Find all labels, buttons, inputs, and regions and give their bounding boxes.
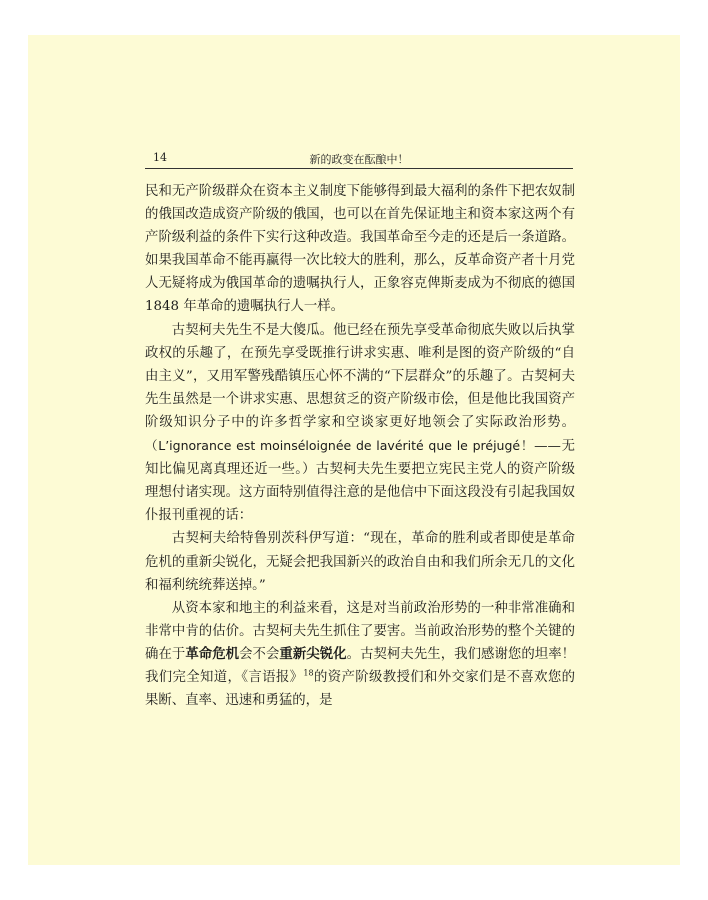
footnote-marker: 18 xyxy=(303,668,314,678)
paragraph-2-text-a: 古契柯夫先生不是大傻瓜。他已经在预先享受革命彻底失败以后执掌政权的乐趣了，在预先享受既推行讲求实惠、唯利是图的资产阶级的“自由主义”，又用军警残酷镇压心怀不满的“下层群众”的乐趣了。古契柯夫先生虽然是一个讲求实惠、思想贫乏的资产阶级市侩，但是他比我国资产阶级知识分子中的许多哲学家和空谈家更好地领会了实际政治形势。 xyxy=(145,322,575,430)
emphasis-revolutionary-crisis: 革命危机 xyxy=(185,646,240,662)
running-title: 新的政变在酝酿中！ xyxy=(309,153,409,166)
page-body xyxy=(145,180,575,712)
page-header xyxy=(145,150,573,169)
paragraph-2 xyxy=(145,319,575,528)
french-quote: （L’ignorance est moinséloignée de lavérité que le préjugé！ xyxy=(145,438,535,454)
paragraph-3-quote: 古契柯夫给特鲁别茨科伊写道：“现在，革命的胜利或者即使是革命危机的重新尖锐化，无疑会把我国新兴的政治自由和我们所余无几的文化和福利统统葬送掉。” xyxy=(145,531,575,593)
page-number: 14 xyxy=(153,151,167,164)
paragraph-2-text-b: ——无知比偏见离真理还近一些。）古契柯夫先生要把立宪民主党人的资产阶级理想付诸实现。这方面特别值得注意的是他信中下面这段没有引起我国奴仆报刊重视的话： xyxy=(145,439,575,524)
paragraph-4-text-c: 。古契柯夫先生，我们感谢您的坦率！我们完全知道，《言语报》 xyxy=(145,646,576,685)
emphasis-re-aggravation: 重新尖锐化 xyxy=(279,646,347,662)
paragraph-4-text-a: 从资本家和地主的利益来看，这是对当前政治形势的一种非常准确和非常中肯的估价。古契柯夫先生抓住了要害。当前政治形势的整个关键的确在于 xyxy=(145,600,575,662)
paragraph-1: 民和无产阶级群众在资本主义制度下能够得到最大福利的条件下把农奴制的俄国改造成资产阶级的俄国，也可以在首先保证地主和资本家这两个有产阶级利益的条件下实行这种改造。我国革命至今走的还是后一条道路。如果我国革命不能再赢得一次比较大的胜利，那么，反革命资产者十月党人无疑将成为俄国革命的遗嘱执行人，正象容克俾斯麦成为不彻底的德国 1848 年革命的遗嘱执行人一样。 xyxy=(145,184,575,315)
paragraph-4 xyxy=(145,597,575,712)
paragraph-4-text-d: 的资产阶级教授们和外交家们是不喜欢您的果断、直率、迅速和勇猛的，是 xyxy=(145,669,575,709)
paragraph-4-text-b: 会不会 xyxy=(239,646,280,662)
